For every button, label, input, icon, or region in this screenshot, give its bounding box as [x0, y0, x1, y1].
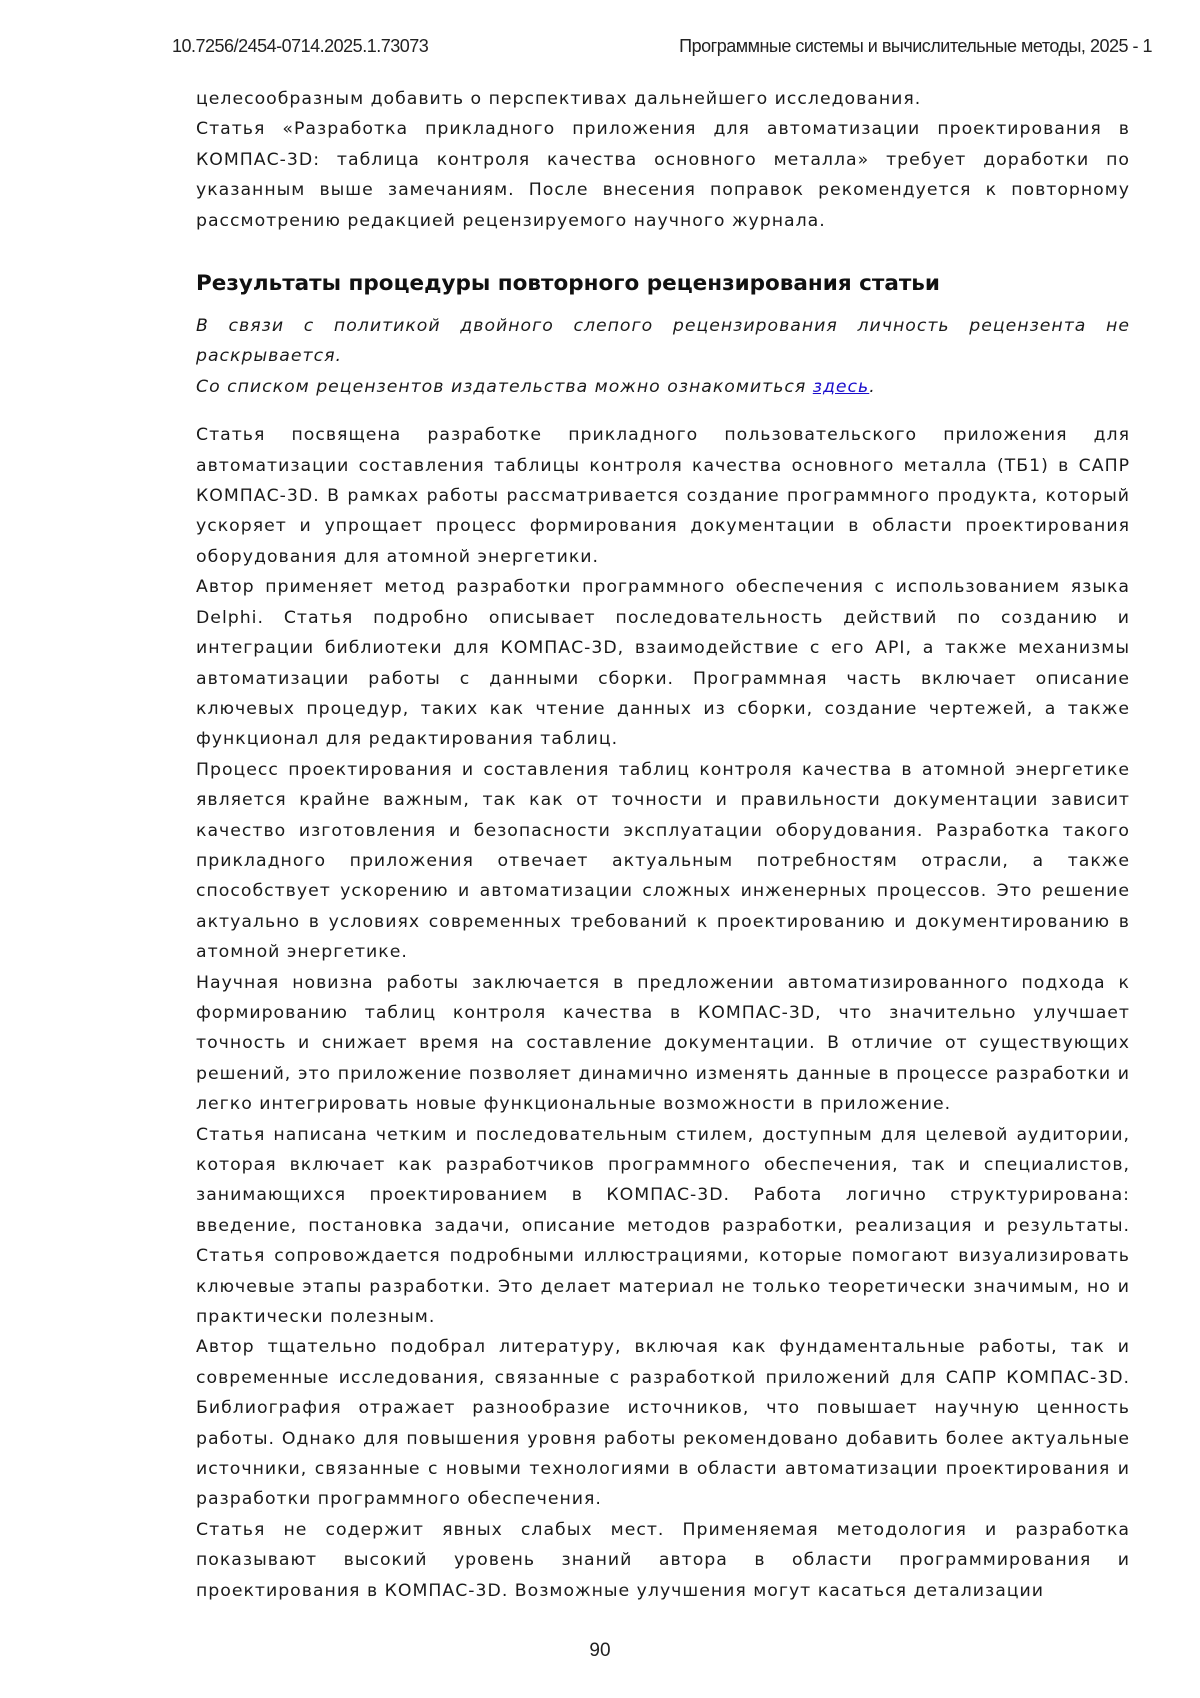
anonymity-note: В связи с политикой двойного слепого рецензирования личность рецензента не раскрывается. [196, 316, 1130, 367]
reviewers-note-suffix: . [869, 376, 876, 397]
reviewers-list-link[interactable]: здесь [812, 376, 870, 397]
page-number: 90 [589, 1640, 611, 1661]
reviewers-note-prefix: Со списком рецензентов издательства можно ознакомиться [196, 376, 813, 397]
paragraph-conclusion: Статья «Разработка прикладного приложения для автоматизации проектирования в КОМПАС-3D: таблица контроля качества основного металла» требует доработки по указанным выше замечаниям. После внесения поправок рекомендуется к повторному рассмотрению редакцией рецензируемого научного журнала. [196, 119, 1130, 231]
body-paragraph: Научная новизна работы заключается в предложении автоматизированного подхода к формированию таблиц контроля качества в КОМПАС-3D, что значительно улучшает точность и снижает время на составление документации. В отличие от существующих решений, это приложение позволяет динамично изменять данные в процессе разработки и легко интегрировать новые функциональные возможности в приложение. [196, 972, 1130, 1115]
page-header [172, 36, 1152, 62]
doi-text: 10.7256/2454-0714.2025.1.73073 [172, 36, 429, 56]
body-paragraph: Статья написана четким и последовательным стилем, доступным для целевой аудитории, которая включает как разработчиков программного обеспечения, так и специалистов, занимающихся проектированием в КОМПАС-3D. Работа логично структурирована: введение, постановка задачи, описание методов разработки, реализация и результаты. Статья сопровождается подробными иллюстрациями, которые помогают визуализировать ключевые этапы разработки. Это делает материал не только теоретически значимым, но и практически полезным. [196, 1124, 1130, 1328]
body-paragraph: Статья посвящена разработке прикладного пользовательского приложения для автоматизации составления таблицы контроля качества основного металла (ТБ1) в САПР КОМПАС-3D. В рамках работы рассматривается создание программного продукта, который ускоряет и упрощает процесс формирования документации в области проектирования оборудования для атомной энергетики. [196, 425, 1130, 567]
body-paragraph: Автор применяет метод разработки программного обеспечения с использованием языка Delphi. Статья подробно описывает последовательность действий по созданию и интеграции библиотеки для КОМПАС-3D, взаимодействие с его API, а также механизмы автоматизации работы с данными сборки. Программная часть включает описание ключевых процедур, таких как чтение данных из сборки, создание чертежей, а также функционал для редактирования таблиц. [196, 577, 1130, 750]
section-heading: Результаты процедуры повторного рецензирования статьи [196, 271, 940, 297]
journal-title: Программные системы и вычислительные методы, 2025 - 1 [679, 36, 1152, 56]
body-paragraph: Статья не содержит явных слабых мест. Применяемая методология и разработка показывают высокий уровень знаний автора в области программирования и проектирования в КОМПАС-3D. Возможные улучшения могут касаться детализации [196, 1519, 1130, 1601]
page-content [196, 84, 1130, 1606]
body-paragraph: Автор тщательно подобрал литературу, включая как фундаментальные работы, так и современные исследования, связанные с разработкой приложений для САПР КОМПАС-3D. Библиография отражает разнообразие источников, что повышает научную ценность работы. Однако для повышения уровня работы рекомендовано добавить более актуальные источники, связанные с новыми технологиями в области автоматизации проектирования и разработки программного обеспечения. [196, 1337, 1130, 1510]
reviewers-note [196, 372, 1130, 402]
paragraph-continuation: целесообразным добавить о перспективах дальнейшего исследования. [196, 89, 922, 109]
body-paragraph: Процесс проектирования и составления таблиц контроля качества в атомной энергетике является крайне важным, так как от точности и правильности документации зависит качество изготовления и безопасности эксплуатации оборудования. Разработка такого прикладного приложения отвечает актуальным потребностям отрасли, а также способствует ускорению и автоматизации сложных инженерных процессов. Это решение актуально в условиях современных требований к проектированию и документированию в атомной энергетике. [196, 759, 1130, 963]
